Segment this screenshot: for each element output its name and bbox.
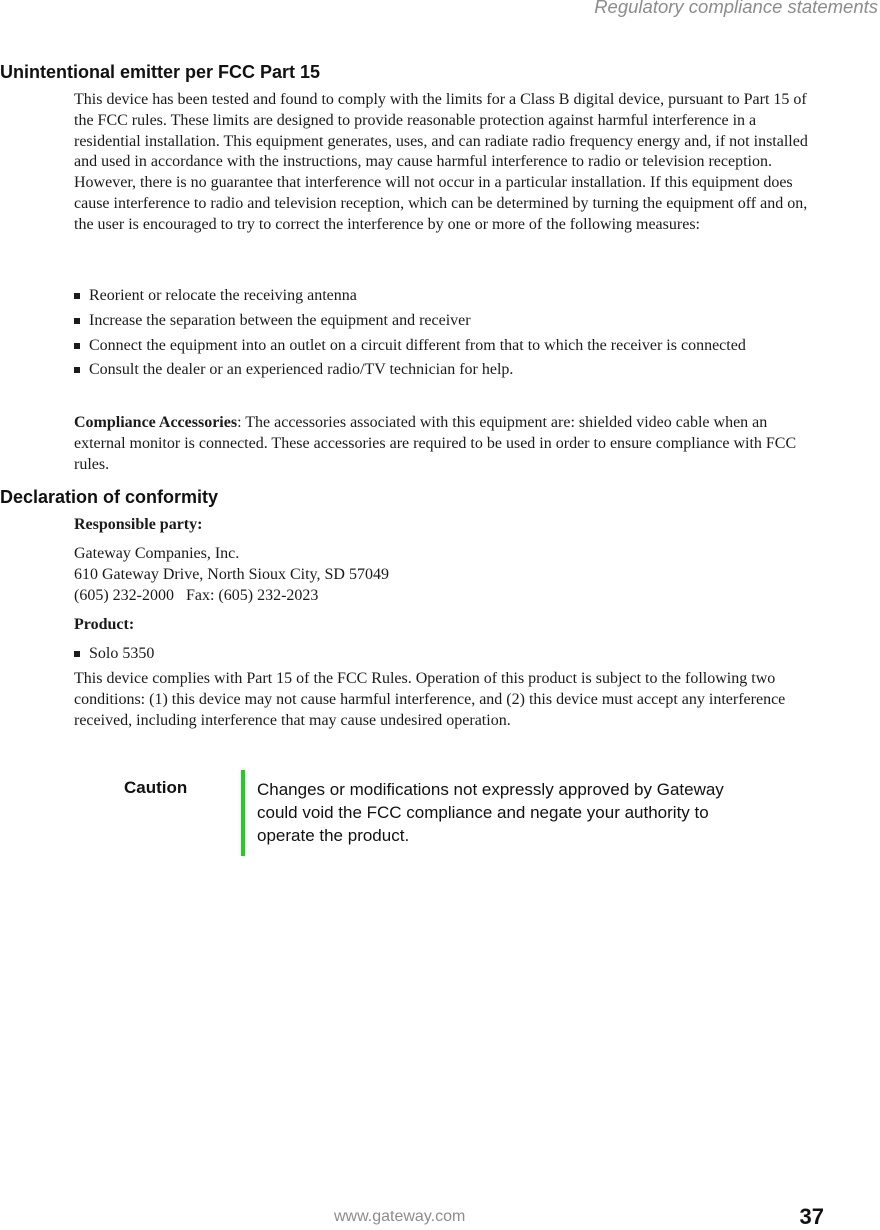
list-item [74,311,814,332]
responsible-party-label: Responsible party: [74,516,203,533]
list-item-text: Increase the separation between the equipment and receiver [89,311,471,329]
bullet-square-icon [74,343,80,349]
footer-url: www.gateway.com [334,1208,466,1225]
company-name: Gateway Companies, Inc. [74,545,240,562]
list-item-text: Connect the equipment into an outlet on a circuit different from that to which the receiver is connected [89,336,746,354]
compliance-accessories-text: : The accessories associated with this equipment are: shielded video cable when an external monitor is connected. These accessories are required to be used in order to ensure compliance with FCC rules. [74,414,797,473]
company-phone: (605) 232-2000 [74,586,174,604]
bullet-square-icon [74,293,80,299]
fcc-paragraph: This device has been tested and found to comply with the limits for a Class B digital device, pursuant to Part 15 of the FCC rules. These limits are designed to provide reasonable protection against harmful interference in a residential installation. This equipment generates, uses, and can radiate radio frequency energy and, if not installed and used in accordance with the instructions, may cause harmful interference to radio or television reception. However, there is no guarantee that interference will not occur in a particular installation. If this equipment does cause interference to radio and television reception, which can be determined by turning the equipment off and on, the user is encouraged to try to correct the interference by one or more of the following measures: [74,91,808,233]
list-item-text: Solo 5350 [89,645,155,662]
compliance-accessories-paragraph [74,413,814,475]
declaration-section-heading: Declaration of conformity [0,487,219,507]
bullet-square-icon [74,367,80,373]
caution-accent-bar [241,770,245,856]
company-fax: Fax: (605) 232-2023 [185,586,319,604]
list-item-text: Reorient or relocate the receiving antenna [89,287,357,304]
page-number: 37 [799,1204,824,1229]
list-item-text: Consult the dealer or an experienced radio/TV technician for help. [89,361,514,379]
measures-list [74,286,814,385]
list-item [74,286,814,307]
company-address: 610 Gateway Drive, North Sioux City, SD 57049 [74,565,389,583]
list-item [74,360,814,381]
caution-text: Changes or modifications not expressly approved by Gateway could void the FCC compliance and negate your authority to operate the product. [257,780,724,845]
caution-box [124,770,764,856]
products-list [74,644,814,669]
fcc-section-heading: Unintentional emitter per FCC Part 15 [0,62,321,82]
product-label: Product: [74,616,135,633]
company-address-block [74,544,814,606]
list-item [74,336,814,357]
bullet-square-icon [74,651,80,657]
running-header: Regulatory compliance statements [594,0,878,17]
compliance-accessories-label: Compliance Accessories [74,414,238,431]
caution-label: Caution [124,778,188,797]
fcc-rules-paragraph: This device complies with Part 15 of the FCC Rules. Operation of this product is subject to the following two conditions: (1) this device may not cause harmful interference, and (2) this device must accept any interference received, including interference that may cause undesired operation. [74,670,786,729]
bullet-square-icon [74,318,80,324]
list-item [74,644,814,665]
